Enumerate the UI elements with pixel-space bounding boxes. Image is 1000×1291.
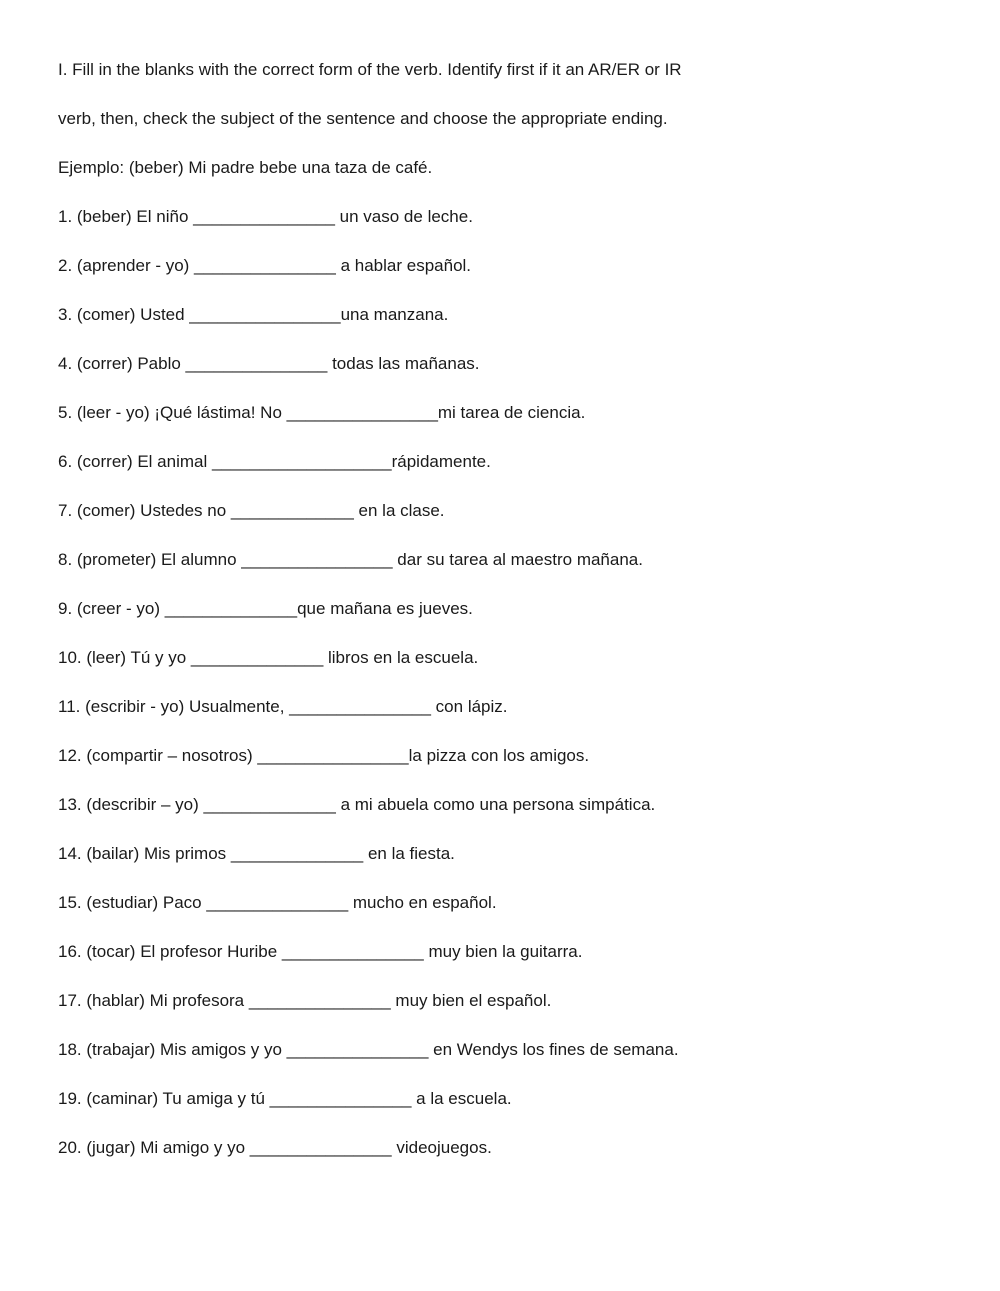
- exercise-item: 13. (describir – yo) ______________ a mi abuela como una persona simpática.: [58, 795, 656, 814]
- exercise-item: 16. (tocar) El profesor Huribe _______________ muy bien la guitarra.: [58, 942, 583, 961]
- exercise-list: [58, 205, 958, 1160]
- exercise-item: 18. (trabajar) Mis amigos y yo _______________ en Wendys los fines de semana.: [58, 1040, 679, 1059]
- exercise-item: 8. (prometer) El alumno ________________ dar su tarea al maestro mañana.: [58, 550, 643, 569]
- exercise-item: 10. (leer) Tú y yo ______________ libros en la escuela.: [58, 648, 479, 667]
- exercise-item: 11. (escribir - yo) Usualmente, _______________ con lápiz.: [58, 697, 508, 716]
- exercise-item: 15. (estudiar) Paco _______________ mucho en español.: [58, 893, 497, 912]
- exercise-item: 5. (leer - yo) ¡Qué lástima! No ________________mi tarea de ciencia.: [58, 403, 586, 422]
- exercise-item: 1. (beber) El niño _______________ un vaso de leche.: [58, 207, 473, 226]
- exercise-item: 7. (comer) Ustedes no _____________ en la clase.: [58, 501, 445, 520]
- exercise-item: 20. (jugar) Mi amigo y yo _______________ videojuegos.: [58, 1138, 492, 1157]
- worksheet-page: [58, 58, 958, 1185]
- exercise-item: 14. (bailar) Mis primos ______________ en la fiesta.: [58, 844, 455, 863]
- exercise-item: 6. (correr) El animal ___________________rápidamente.: [58, 452, 491, 471]
- instructions-line-1: I. Fill in the blanks with the correct form of the verb. Identify first if it an AR/ER or IR: [58, 60, 682, 79]
- exercise-item: 12. (compartir – nosotros) ________________la pizza con los amigos.: [58, 746, 590, 765]
- exercise-item: 3. (comer) Usted ________________una manzana.: [58, 305, 449, 324]
- exercise-item: 2. (aprender - yo) _______________ a hablar español.: [58, 256, 472, 275]
- instructions-line-2: verb, then, check the subject of the sentence and choose the appropriate ending.: [58, 109, 668, 128]
- exercise-item: 9. (creer - yo) ______________que mañana es jueves.: [58, 599, 473, 618]
- example-sentence: Ejemplo: (beber) Mi padre bebe una taza de café.: [58, 158, 433, 177]
- exercise-item: 4. (correr) Pablo _______________ todas las mañanas.: [58, 354, 480, 373]
- exercise-item: 19. (caminar) Tu amiga y tú _______________ a la escuela.: [58, 1089, 512, 1108]
- exercise-item: 17. (hablar) Mi profesora _______________ muy bien el español.: [58, 991, 552, 1010]
